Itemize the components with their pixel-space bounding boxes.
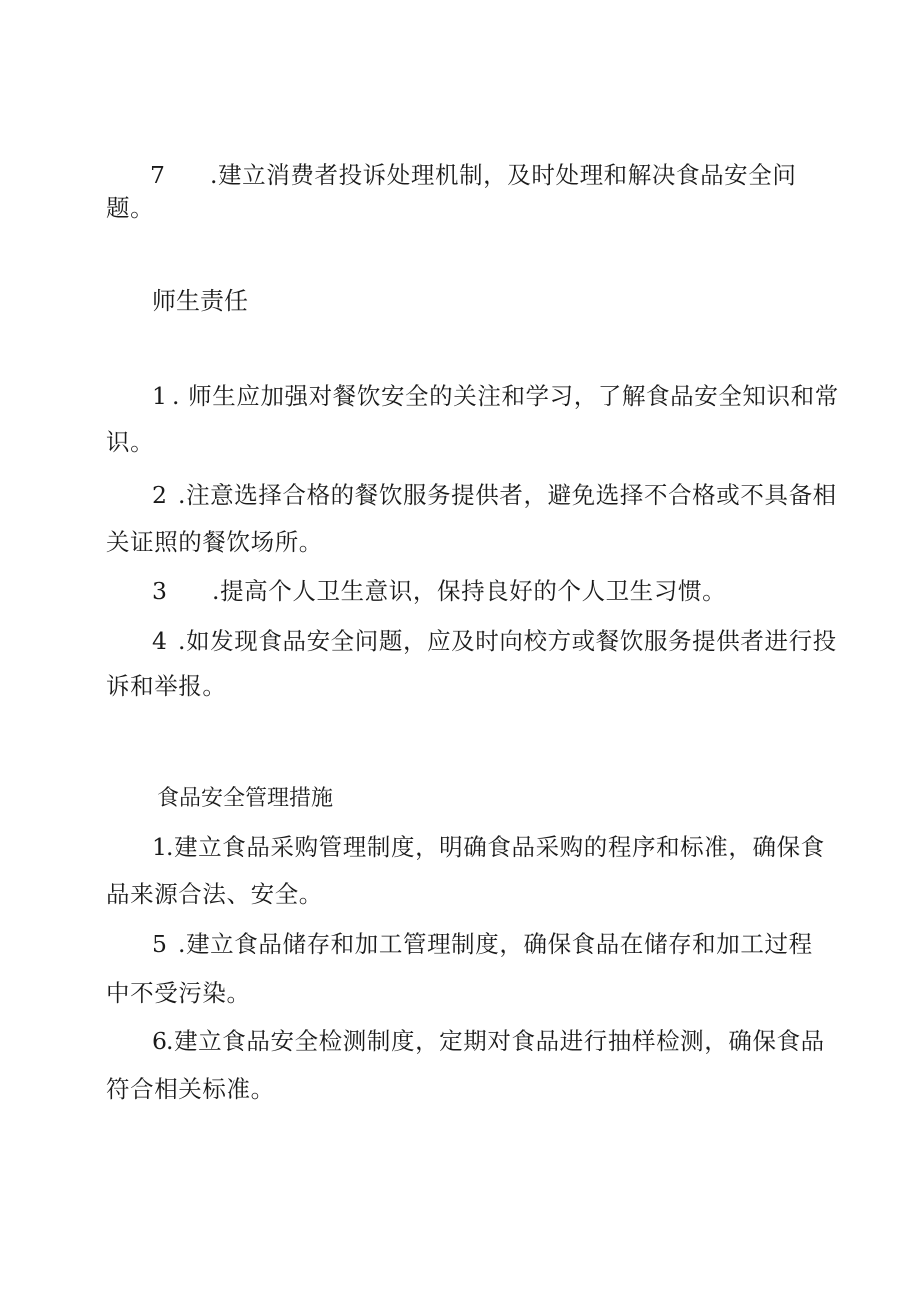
item-text: .提高个人卫生意识，保持良好的个人卫生习惯。 [212, 577, 727, 605]
item-text: .建立食品采购管理制度，明确食品采购的程序和标准，确保食 [166, 833, 825, 861]
item-number: 1 [152, 833, 168, 861]
list-item-continuation: 识。 [106, 428, 155, 456]
item-number: 4 [152, 627, 168, 655]
list-item [152, 480, 837, 510]
item-number: 6 [152, 1027, 168, 1055]
list-item-continuation: 题。 [106, 194, 155, 222]
item-text: .注意选择合格的餐饮服务提供者，避免选择不合格或不具备相 [178, 481, 837, 509]
item-text: .建立消费者投诉处理机制，及时处理和解决食品安全问 [210, 161, 797, 189]
list-item-continuation: 符合相关标准。 [106, 1075, 275, 1103]
item-number: 5 [152, 930, 168, 958]
section-title: 食品安全管理措施 [157, 786, 334, 811]
item-number: 7 [150, 161, 166, 189]
list-item [150, 160, 796, 190]
item-number: 1 [152, 382, 168, 410]
section-title: 师生责任 [152, 287, 248, 315]
list-item-continuation: 诉和举报。 [106, 672, 227, 700]
list-item-continuation: 品来源合法、安全。 [106, 880, 323, 908]
item-text: . 师生应加强对餐饮安全的关注和学习，了解食品安全知识和常 [172, 382, 839, 410]
list-item [152, 381, 839, 411]
list-item [152, 832, 825, 862]
item-text: .如发现食品安全问题，应及时向校方或餐饮服务提供者进行投 [178, 627, 837, 655]
item-text: .建立食品储存和加工管理制度，确保食品在储存和加工过程 [178, 930, 813, 958]
item-text: .建立食品安全检测制度，定期对食品进行抽样检测，确保食品 [166, 1027, 825, 1055]
list-item [152, 929, 813, 959]
list-item-continuation: 关证照的餐饮场所。 [106, 528, 323, 556]
list-item-continuation: 中不受污染。 [106, 979, 251, 1007]
list-item [152, 576, 726, 606]
list-item [152, 1026, 825, 1056]
item-number: 2 [152, 481, 168, 509]
item-number: 3 [152, 577, 168, 605]
list-item [152, 626, 837, 656]
